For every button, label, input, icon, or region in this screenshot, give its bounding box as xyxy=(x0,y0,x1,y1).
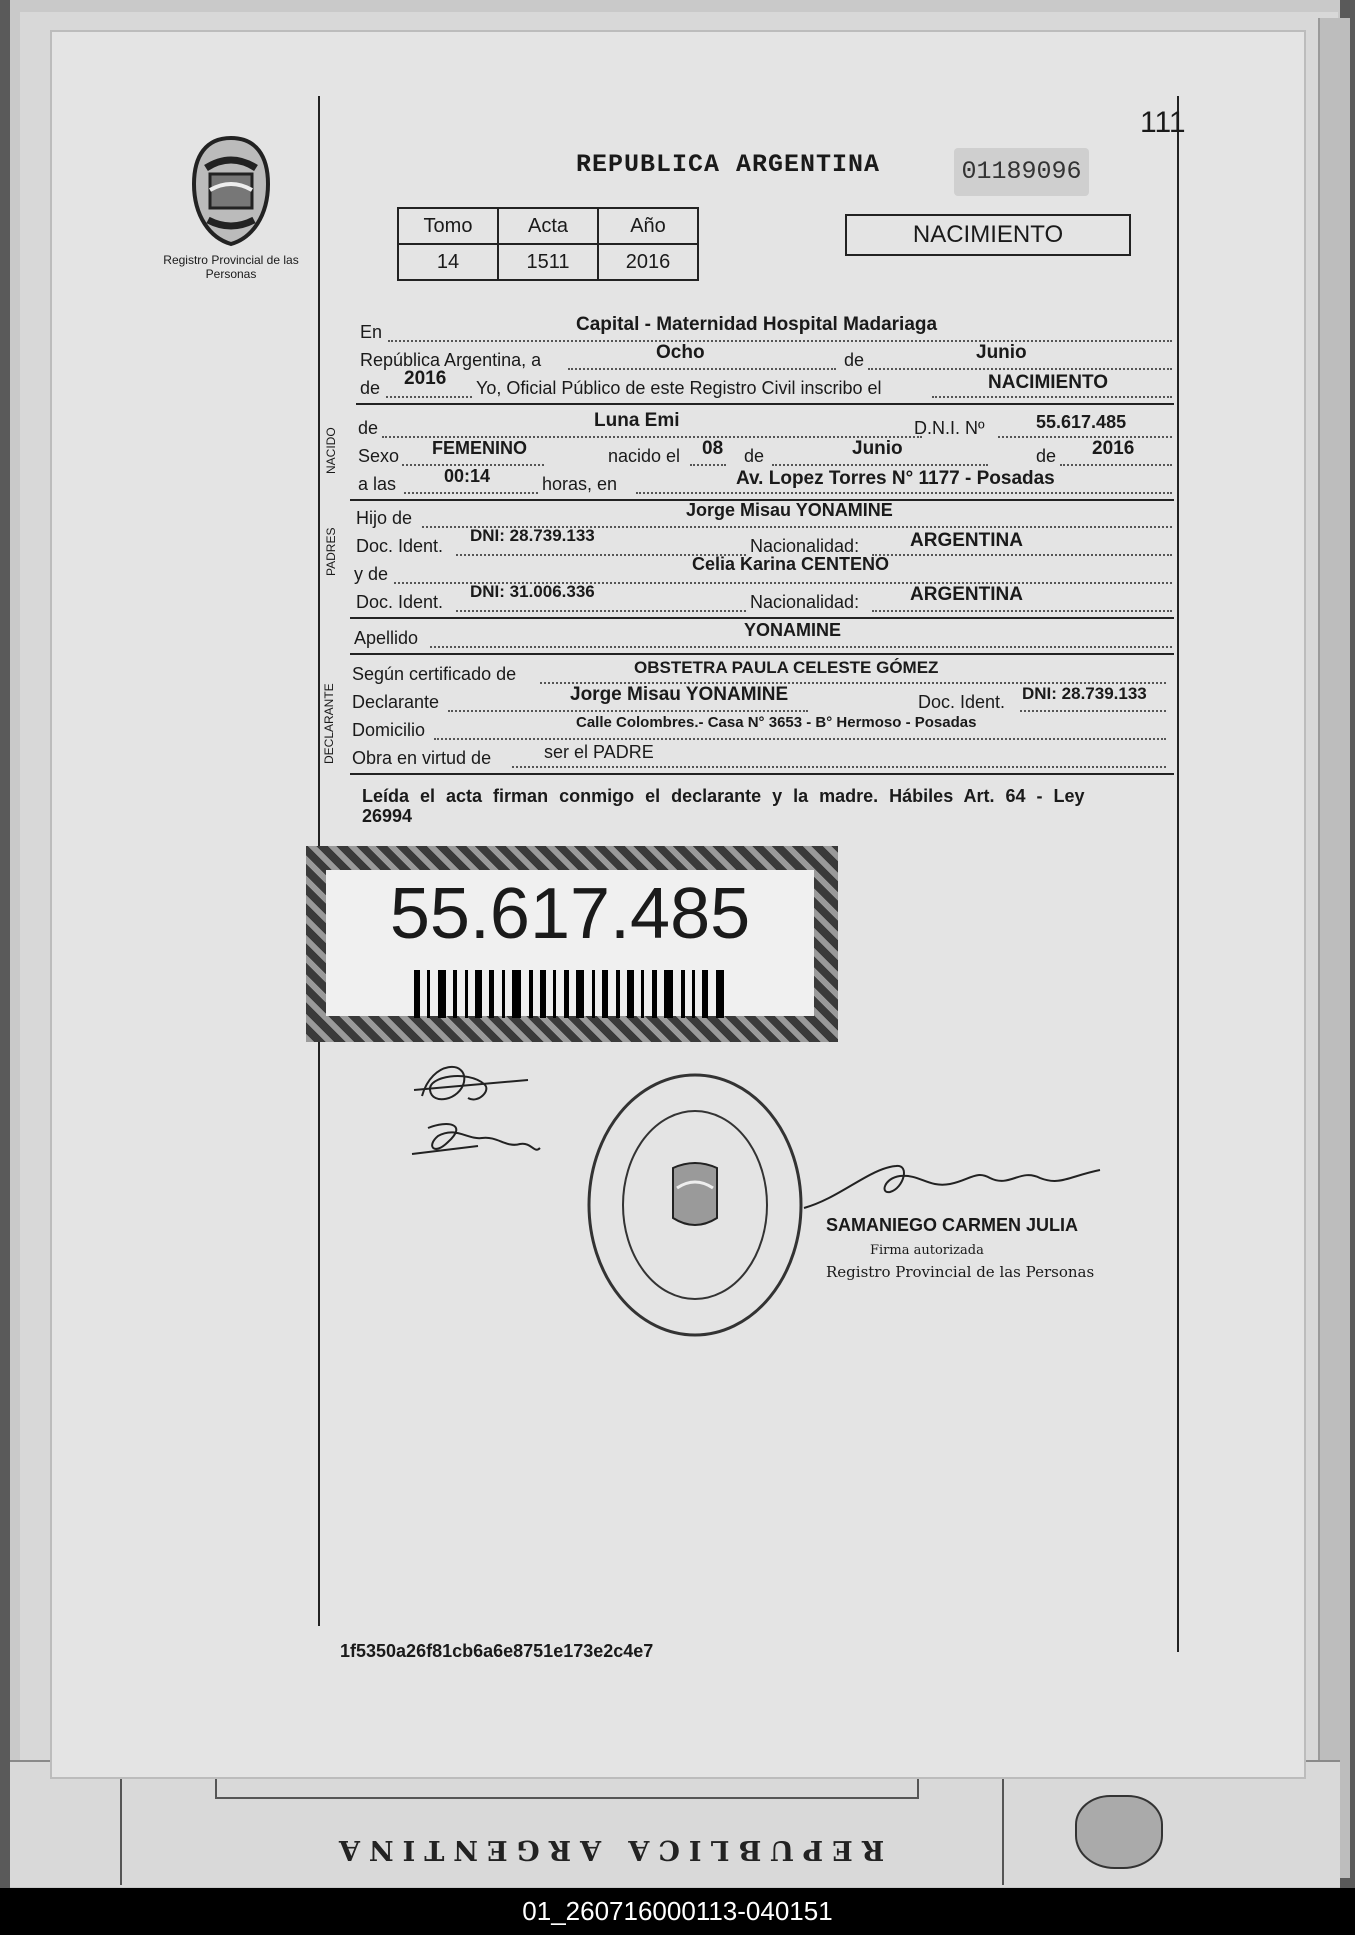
section-divider xyxy=(350,773,1174,775)
sticker-dni-number: 55.617.485 xyxy=(389,874,751,954)
right-margin-rule xyxy=(1177,96,1179,1652)
book-spine-edge xyxy=(1318,18,1350,1878)
barcode-bar xyxy=(702,970,708,1018)
acta-value: 1511 xyxy=(498,244,598,280)
declarante-label: Declarante xyxy=(352,692,440,712)
page-number: 111 xyxy=(1140,106,1186,139)
barcode-bar xyxy=(564,970,569,1018)
birth-month-value: Junio xyxy=(852,438,903,459)
mother-nationality-value: ARGENTINA xyxy=(910,584,1023,605)
ano-value: 2016 xyxy=(598,244,698,280)
registro-provincial-label: Registro Provincial de las Personas xyxy=(163,253,299,281)
section-divider xyxy=(350,617,1174,619)
declarante-name-value: Jorge Misau YONAMINE xyxy=(570,684,789,705)
tomo-acta-ano-table xyxy=(397,207,699,281)
apellido-value: YONAMINE xyxy=(744,620,842,640)
nacido-el-label: nacido el xyxy=(608,446,681,466)
table-header-tomo: Tomo xyxy=(398,208,498,244)
scan-filename-footer: 01_260716000113-040151 xyxy=(0,1888,1355,1935)
legal-closing-text: Leída el acta firman conmigo el declarante y la madre. Hábiles Art. 64 - Ley 26994 xyxy=(362,786,1085,826)
en-label: En xyxy=(360,322,383,342)
tomo-value: 14 xyxy=(398,244,498,280)
birth-day-value: 08 xyxy=(702,438,724,459)
province-coat-of-arms-logo xyxy=(186,134,276,248)
barcode xyxy=(414,970,724,1018)
section-divider xyxy=(356,403,1174,405)
nacido-side-label: NACIDO xyxy=(324,427,338,474)
section-divider xyxy=(350,653,1174,655)
father-nationality-value: ARGENTINA xyxy=(910,530,1023,551)
father-doc-label: Doc. Ident. xyxy=(356,536,444,556)
dni-number-sticker xyxy=(306,846,838,1042)
barcode-bar xyxy=(502,970,505,1018)
place-of-birth-value: Capital - Maternidad Hospital Madariaga xyxy=(576,314,938,335)
serial-number-stamp: 01189096 xyxy=(954,148,1089,196)
dni-sticker-label-area xyxy=(326,870,814,1016)
segun-certificado-label: Según certificado de xyxy=(352,664,517,684)
table-header-acta: Acta xyxy=(498,208,598,244)
barcode-bar xyxy=(553,970,556,1018)
mother-name-value: Celia Karina CENTENO xyxy=(692,554,890,574)
barcode-bar xyxy=(414,970,420,1018)
underlying-page-box xyxy=(215,1775,919,1799)
y-de-label: y de xyxy=(354,564,389,584)
barcode-bar xyxy=(592,970,595,1018)
underlying-page-logo xyxy=(1075,1795,1163,1869)
barcode-bar xyxy=(475,970,482,1018)
de-year-label-2: de xyxy=(1036,446,1057,466)
mother-doc-value: DNI: 31.006.336 xyxy=(470,582,595,601)
birth-address-value: Av. Lopez Torres N° 1177 - Posadas xyxy=(736,468,1055,489)
child-name-value: Luna Emi xyxy=(594,410,680,431)
barcode-bar xyxy=(529,970,533,1018)
obra-value: ser el PADRE xyxy=(544,742,654,762)
child-dni-value: 55.617.485 xyxy=(1036,412,1127,432)
father-nationality-label: Nacionalidad: xyxy=(750,536,860,556)
birth-time-value: 00:14 xyxy=(444,466,491,486)
dni-label: D.N.I. Nº xyxy=(914,418,985,438)
barcode-bar xyxy=(453,970,457,1018)
padres-side-label: PADRES xyxy=(324,527,338,576)
domicilio-value: Calle Colombres.- Casa N° 3653 - B° Hermoso - Posadas xyxy=(576,714,977,731)
barcode-bar xyxy=(616,970,620,1018)
declarante-doc-label: Doc. Ident. xyxy=(918,692,1006,712)
de-name-label: de xyxy=(358,418,379,438)
father-name-value: Jorge Misau YONAMINE xyxy=(686,500,893,520)
domicilio-label: Domicilio xyxy=(352,720,426,740)
document-hash: 1f5350a26f81cb6a6e8751e173e2c4e7 xyxy=(340,1641,654,1661)
country-title: REPUBLICA ARGENTINA xyxy=(576,150,881,179)
mother-doc-label: Doc. Ident. xyxy=(356,592,444,612)
de-label: de xyxy=(844,350,865,370)
sexo-label: Sexo xyxy=(358,446,400,466)
barcode-bar xyxy=(641,970,644,1018)
barcode-bar xyxy=(427,970,430,1018)
oficial-label: Yo, Oficial Público de este Registro Civil inscribo el xyxy=(476,378,882,398)
de-month-label: de xyxy=(744,446,765,466)
barcode-bar xyxy=(602,970,608,1018)
barcode-bar xyxy=(540,970,546,1018)
horas-en-label: horas, en xyxy=(542,474,618,494)
barcode-bar xyxy=(465,970,468,1018)
declarante-side-label: DECLARANTE xyxy=(322,683,336,764)
month-value: Junio xyxy=(976,342,1027,363)
barcode-bar xyxy=(512,970,521,1018)
barcode-bar xyxy=(627,970,634,1018)
record-type-box: NACIMIENTO xyxy=(845,214,1131,256)
a-las-label: a las xyxy=(358,474,397,494)
apellido-label: Apellido xyxy=(354,628,419,648)
father-doc-value: DNI: 28.739.133 xyxy=(470,526,595,545)
mother-nationality-label: Nacionalidad: xyxy=(750,592,860,612)
underlying-page-title: REPUBLICA ARGENTINA xyxy=(330,1834,885,1865)
table-header-ano: Año xyxy=(598,208,698,244)
barcode-bar xyxy=(438,970,446,1018)
inscribo-value: NACIMIENTO xyxy=(988,372,1108,393)
declarante-doc-value: DNI: 28.739.133 xyxy=(1022,684,1147,703)
firma-autorizada-label: Firma autorizada xyxy=(870,1243,984,1258)
barcode-bar xyxy=(576,970,584,1018)
de-year-label: de xyxy=(360,378,381,398)
signer-registry-label: Registro Provincial de las Personas xyxy=(826,1263,1095,1281)
barcode-bar xyxy=(489,970,494,1018)
republica-label: República Argentina, a xyxy=(360,350,542,370)
barcode-bar xyxy=(664,970,673,1018)
birth-year-value: 2016 xyxy=(1092,438,1135,459)
barcode-bar xyxy=(716,970,724,1018)
hijo-de-label: Hijo de xyxy=(356,508,413,528)
day-in-words-value: Ocho xyxy=(656,342,705,363)
certificado-value: OBSTETRA PAULA CELESTE GÓMEZ xyxy=(634,658,939,677)
obra-en-virtud-label: Obra en virtud de xyxy=(352,748,492,768)
barcode-bar xyxy=(681,970,685,1018)
signer-name: SAMANIEGO CARMEN JULIA xyxy=(826,1215,1079,1235)
barcode-bar xyxy=(652,970,657,1018)
parents-signatures xyxy=(408,1050,548,1185)
barcode-bar xyxy=(692,970,695,1018)
year-value: 2016 xyxy=(404,368,447,389)
sexo-value: FEMENINO xyxy=(432,438,528,458)
official-registry-seal xyxy=(585,1070,805,1345)
